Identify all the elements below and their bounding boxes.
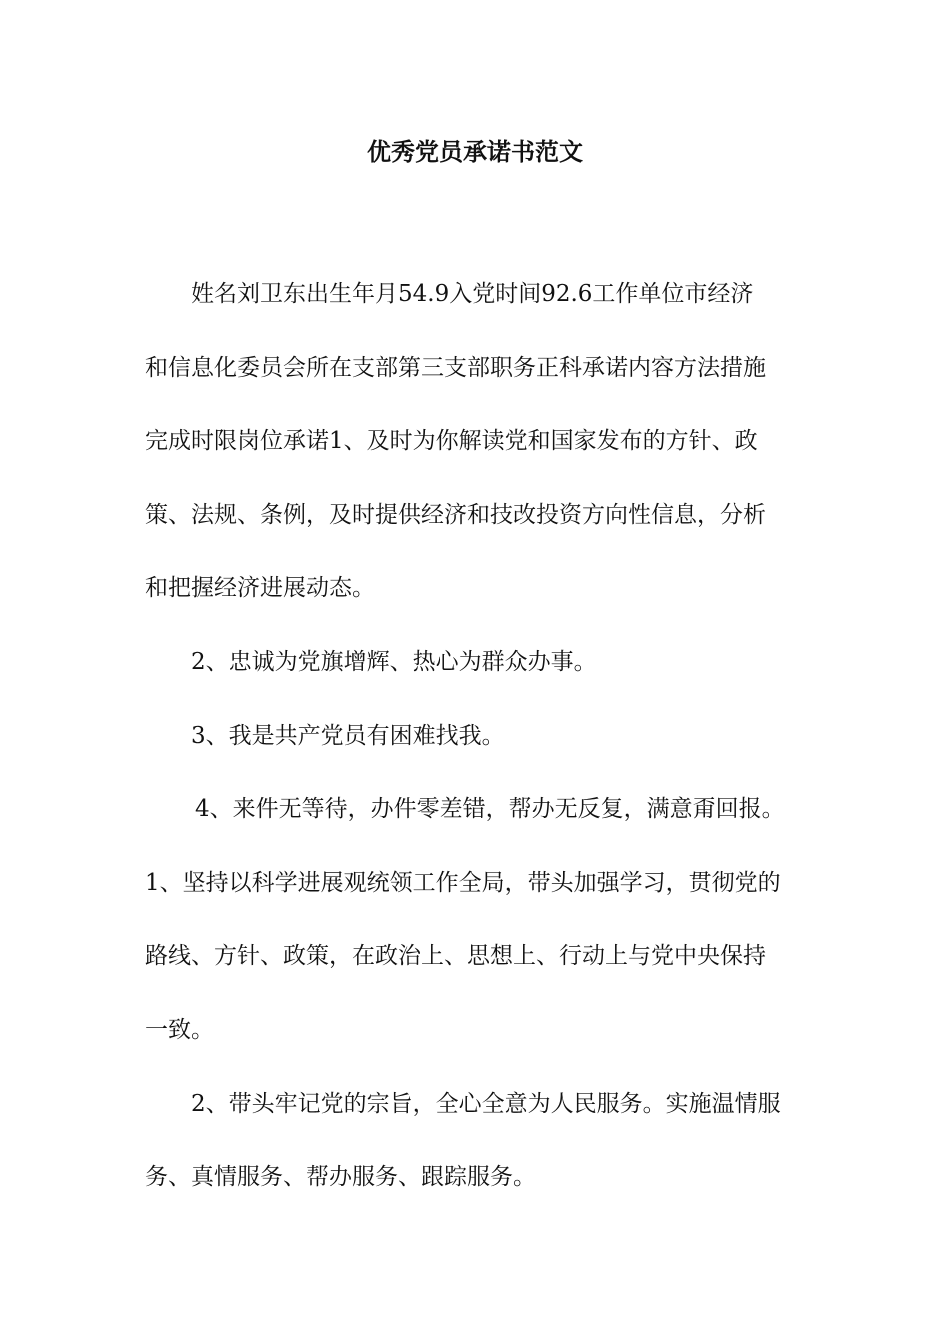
body-line: 路线、方针、政策，在政治上、思想上、行动上与党中央保持 <box>145 943 766 970</box>
document-body <box>145 258 810 1215</box>
body-line: 2、忠诚为党旗增辉、热心为群众办事。 <box>191 648 597 675</box>
document-title: 优秀党员承诺书范文 <box>367 137 583 166</box>
body-line: 4、来件无等待，办件零差错，帮办无反复，满意甭回报。 <box>195 796 785 823</box>
body-line: 策、法规、条例，及时提供经济和技改投资方向性信息，分析 <box>145 501 766 528</box>
body-line: 和把握经济进展动态。 <box>145 575 375 602</box>
body-line: 3、我是共产党员有困难找我。 <box>191 722 505 749</box>
body-line: 一致。 <box>145 1016 214 1043</box>
body-line: 1、坚持以科学进展观统领工作全局，带头加强学习，贯彻党的 <box>145 869 781 896</box>
body-line: 完成时限岗位承诺1、及时为你解读党和国家发布的方针、政 <box>145 428 758 455</box>
body-line: 务、真情服务、帮办服务、跟踪服务。 <box>145 1164 536 1191</box>
body-line: 2、带头牢记党的宗旨，全心全意为人民服务。实施温情服 <box>191 1090 781 1117</box>
body-line: 姓名刘卫东出生年月54.9入党时间92.6工作单位市经济 <box>191 281 754 307</box>
body-line: 和信息化委员会所在支部第三支部职务正科承诺内容方法措施 <box>145 354 766 381</box>
